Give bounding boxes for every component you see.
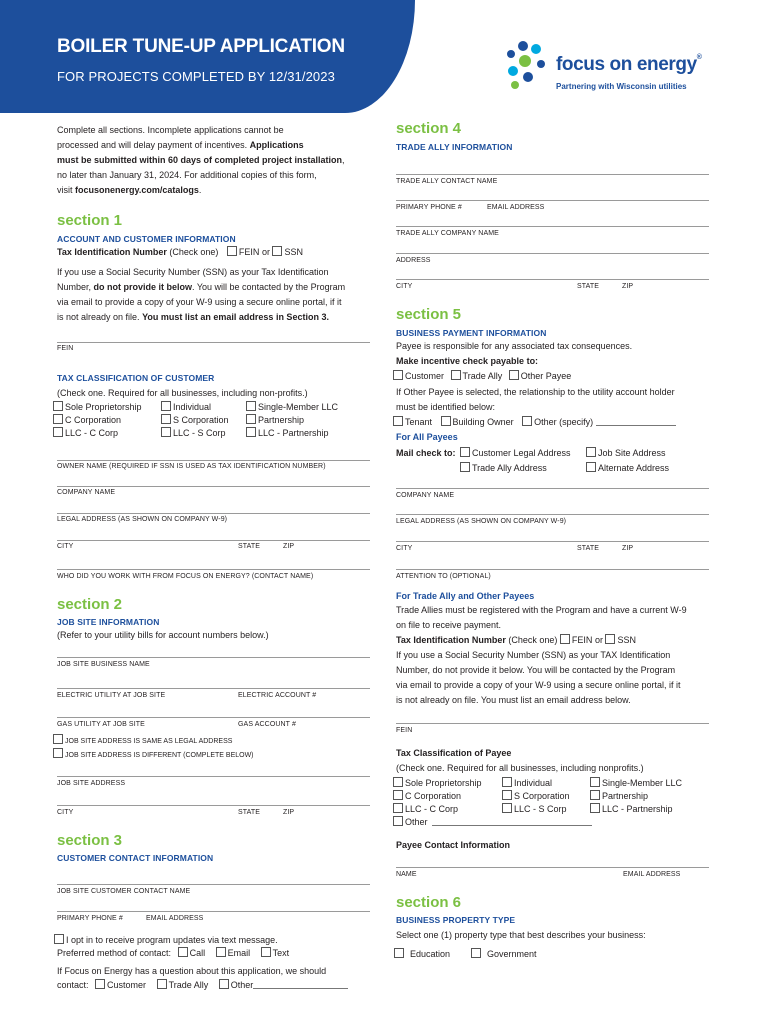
- mail-alternate[interactable]: Alternate Address: [586, 462, 669, 473]
- intro-text: Complete all sections. Incomplete applications cannot be processed and will delay payment of incentives. Applications must be submitted within 60 days of completed project installation, no later than January 31, 2024. For additional copies of this form, visit focusonenergy.com/catalogs.: [57, 125, 345, 195]
- payee-city-label: CITY: [396, 545, 413, 552]
- payee-contact-heading: Payee Contact Information: [396, 840, 511, 850]
- tax-classification-heading: TAX CLASSIFICATION OF CUSTOMER: [57, 373, 215, 383]
- primary-phone-label: PRIMARY PHONE #: [57, 915, 123, 922]
- gas-line[interactable]: [57, 717, 370, 718]
- city-label: CITY: [57, 543, 74, 550]
- payee-name-label: NAME: [396, 871, 417, 878]
- section-6-title: section 6: [396, 894, 462, 911]
- payee-class-partnership[interactable]: Partnership: [590, 790, 648, 801]
- same-address-checkbox[interactable]: JOB SITE ADDRESS IS SAME AS LEGAL ADDRESS: [53, 734, 232, 745]
- payee-email-label: EMAIL ADDRESS: [623, 871, 681, 878]
- payee-customer-checkbox[interactable]: [393, 370, 403, 380]
- payee-other-line[interactable]: [432, 817, 592, 826]
- trade-ally-notice: Trade Allies must be registered with the Program and have a current W-9 on file to receive payment.: [396, 605, 687, 630]
- section-1-title: section 1: [57, 212, 123, 229]
- payee-class-individual[interactable]: Individual: [502, 777, 552, 788]
- company-name-line[interactable]: [57, 486, 370, 487]
- property-education[interactable]: Education: [394, 948, 450, 959]
- page-subtitle: FOR PROJECTS COMPLETED BY 12/31/2023: [57, 69, 335, 84]
- section-3-title: section 3: [57, 832, 123, 849]
- fein-label: FEIN: [57, 345, 74, 352]
- section-4-title: section 4: [396, 120, 462, 137]
- focus-contact-label: WHO DID YOU WORK WITH FROM FOCUS ON ENERGY? (CONTACT NAME): [57, 573, 314, 580]
- email-label: EMAIL ADDRESS: [146, 915, 204, 922]
- payee-city-line[interactable]: [396, 541, 709, 542]
- contact-customer-checkbox[interactable]: [95, 979, 105, 989]
- mail-customer-legal[interactable]: Customer Legal Address: [460, 447, 571, 458]
- payee-ssn-checkbox[interactable]: [605, 634, 615, 644]
- class-c-corporation[interactable]: C Corporation: [53, 414, 121, 425]
- ta-state-label: STATE: [577, 283, 600, 290]
- job-zip-label: ZIP: [283, 809, 295, 816]
- fein-line[interactable]: [57, 342, 370, 343]
- trade-ally-payees-heading: For Trade Ally and Other Payees: [396, 591, 535, 601]
- payee-fein-label: FEIN: [396, 727, 413, 734]
- section-5-heading: BUSINESS PAYMENT INFORMATION: [396, 328, 547, 338]
- attention-line[interactable]: [396, 569, 709, 570]
- payee-tin-row: Tax Identification Number (Check one) FEIN or SSN: [396, 635, 636, 645]
- class-individual[interactable]: Individual: [161, 401, 211, 412]
- class-llc-c-corp[interactable]: LLC - C Corp: [53, 427, 118, 438]
- job-site-name-line[interactable]: [57, 657, 370, 658]
- legal-address-label: LEGAL ADDRESS (AS SHOWN ON COMPANY W-9): [57, 516, 228, 523]
- payee-legal-line[interactable]: [396, 514, 709, 515]
- payee-class-other[interactable]: Other: [393, 816, 592, 827]
- zip-label: ZIP: [283, 543, 295, 550]
- payee-other-checkbox[interactable]: [509, 370, 519, 380]
- payee-company-label: COMPANY NAME: [396, 492, 455, 499]
- customer-contact-line[interactable]: [57, 884, 370, 885]
- payee-responsible: Payee is responsible for any associated tax consequences.: [396, 341, 633, 351]
- job-site-address-label: JOB SITE ADDRESS: [57, 780, 126, 787]
- tenant-checkbox[interactable]: [393, 416, 403, 426]
- mail-job-site[interactable]: Job Site Address: [586, 447, 666, 458]
- mail-trade-ally[interactable]: Trade Ally Address: [460, 462, 547, 473]
- page-title: BOILER TUNE-UP APPLICATION: [57, 36, 345, 57]
- gas-utility-label: GAS UTILITY AT JOB SITE: [57, 721, 145, 728]
- payee-trade-ally-checkbox[interactable]: [451, 370, 461, 380]
- payee-class-s-corp[interactable]: S Corporation: [502, 790, 570, 801]
- call-checkbox[interactable]: [178, 947, 188, 957]
- class-llc-s-corp[interactable]: LLC - S Corp: [161, 427, 226, 438]
- city-state-zip-line[interactable]: [57, 540, 370, 541]
- text-checkbox[interactable]: [261, 947, 271, 957]
- section-2-title: section 2: [57, 596, 123, 613]
- contact-name-line[interactable]: [57, 569, 370, 570]
- payee-class-sole[interactable]: Sole Proprietorship: [393, 777, 482, 788]
- class-single-member-llc[interactable]: Single-Member LLC: [246, 401, 338, 412]
- payee-zip-label: ZIP: [622, 545, 634, 552]
- section-5-title: section 5: [396, 306, 462, 323]
- payee-tax-heading: Tax Classification of Payee: [396, 748, 512, 758]
- section-4-heading: TRADE ALLY INFORMATION: [396, 142, 513, 152]
- class-partnership[interactable]: Partnership: [246, 414, 304, 425]
- owner-name-line[interactable]: [57, 460, 370, 461]
- contact-choice-row: contact: Customer Trade Ally Other: [57, 979, 348, 990]
- owner-name-label: OWNER NAME (REQUIRED IF SSN IS USED AS TAX IDENTIFICATION NUMBER): [57, 463, 326, 470]
- payee-fein-line[interactable]: [396, 723, 709, 724]
- ta-phone-email-line[interactable]: [396, 200, 709, 201]
- other-relation-checkbox[interactable]: [522, 416, 532, 426]
- ta-address-label: ADDRESS: [396, 257, 431, 264]
- job-city-label: CITY: [57, 809, 74, 816]
- company-name-label: COMPANY NAME: [57, 489, 116, 496]
- payable-to: Make incentive check payable to:: [396, 356, 539, 366]
- property-government[interactable]: Government: [471, 948, 537, 959]
- payee-class-c-corp[interactable]: C Corporation: [393, 790, 461, 801]
- tax-classification-note: (Check one. Required for all businesses, including non-profits.): [57, 388, 308, 398]
- ta-phone-label: PRIMARY PHONE #: [396, 204, 462, 211]
- payee-fein-checkbox[interactable]: [560, 634, 570, 644]
- email-checkbox[interactable]: [216, 947, 226, 957]
- payee-options: Customer Trade Ally Other Payee: [393, 370, 571, 381]
- gas-account-label: GAS ACCOUNT #: [238, 721, 296, 728]
- payee-name-line[interactable]: [396, 867, 709, 868]
- job-state-label: STATE: [238, 809, 261, 816]
- preferred-contact-row: Preferred method of contact: Call Email Text: [57, 948, 290, 958]
- attention-label: ATTENTION TO (OPTIONAL): [396, 573, 491, 580]
- payee-class-llc-c[interactable]: LLC - C Corp: [393, 803, 458, 814]
- trade-ally-contact-line[interactable]: [396, 174, 709, 175]
- job-site-address-line[interactable]: [57, 776, 370, 777]
- electric-account-label: ELECTRIC ACCOUNT #: [238, 692, 317, 699]
- relationship-options: Tenant Building Owner Other (specify): [393, 416, 676, 427]
- logo-wordmark: focus on energy®: [556, 54, 702, 75]
- ta-address-line[interactable]: [396, 253, 709, 254]
- payee-class-single-member[interactable]: Single-Member LLC: [590, 777, 682, 788]
- ssn-checkbox[interactable]: [272, 246, 282, 256]
- section-6-heading: BUSINESS PROPERTY TYPE: [396, 915, 516, 925]
- payee-legal-label: LEGAL ADDRESS (AS SHOWN ON COMPANY W-9): [396, 518, 567, 525]
- logo-tagline: Partnering with Wisconsin utilities: [556, 82, 687, 91]
- ta-city-label: CITY: [396, 283, 413, 290]
- ta-company-line[interactable]: [396, 226, 709, 227]
- payee-class-llc-partnership[interactable]: LLC - Partnership: [590, 803, 673, 814]
- property-select-text: Select one (1) property type that best describes your business:: [396, 930, 646, 940]
- state-label: STATE: [238, 543, 261, 550]
- opt-in-checkbox[interactable]: I opt in to receive program updates via text message.: [54, 934, 278, 945]
- other-specify-line[interactable]: [596, 417, 676, 426]
- question-text: If Focus on Energy has a question about this application, we should: [57, 966, 327, 976]
- ta-zip-label: ZIP: [622, 283, 634, 290]
- payee-tax-note: (Check one. Required for all businesses, including nonprofits.): [396, 763, 644, 773]
- ta-city-line[interactable]: [396, 279, 709, 280]
- building-owner-checkbox[interactable]: [441, 416, 451, 426]
- all-payees-heading: For All Payees: [396, 432, 458, 442]
- payee-ssn-notice: If you use a Social Security Number (SSN) as your TAX Identification Number, do not provide it below. You will be contacted by the Program via email to provide a copy of your W-9 using a secure online portal, if it is not already on file. You must list an email address below.: [396, 650, 681, 705]
- different-address-checkbox[interactable]: JOB SITE ADDRESS IS DIFFERENT (COMPLETE BELOW): [53, 748, 254, 759]
- trade-ally-contact-label: TRADE ALLY CONTACT NAME: [396, 178, 498, 185]
- section-1-heading: ACCOUNT AND CUSTOMER INFORMATION: [57, 234, 236, 244]
- header-banner: [0, 0, 415, 113]
- class-sole-proprietorship[interactable]: Sole Proprietorship: [53, 401, 142, 412]
- fein-checkbox[interactable]: [227, 246, 237, 256]
- payee-class-llc-s[interactable]: LLC - S Corp: [502, 803, 567, 814]
- contact-trade-ally-checkbox[interactable]: [157, 979, 167, 989]
- mail-check-label: Mail check to:: [396, 448, 456, 458]
- section-2-heading: JOB SITE INFORMATION: [57, 617, 160, 627]
- contact-other-checkbox[interactable]: [219, 979, 229, 989]
- contact-other-line[interactable]: [253, 980, 348, 989]
- phone-email-line[interactable]: [57, 911, 370, 912]
- logo-dots-icon: [505, 40, 553, 90]
- class-s-corporation[interactable]: S Corporation: [161, 414, 229, 425]
- section-2-note: (Refer to your utility bills for account numbers below.): [57, 630, 269, 640]
- ta-company-label: TRADE ALLY COMPANY NAME: [396, 230, 499, 237]
- customer-contact-label: JOB SITE CUSTOMER CONTACT NAME: [57, 888, 191, 895]
- tin-row: Tax Identification Number (Check one) FEIN or SSN: [57, 247, 303, 257]
- section-3-heading: CUSTOMER CONTACT INFORMATION: [57, 853, 214, 863]
- job-site-name-label: JOB SITE BUSINESS NAME: [57, 661, 150, 668]
- electric-utility-label: ELECTRIC UTILITY AT JOB SITE: [57, 692, 166, 699]
- other-payee-text: If Other Payee is selected, the relationship to the utility account holder must be identified below:: [396, 387, 675, 412]
- class-llc-partnership[interactable]: LLC - Partnership: [246, 427, 329, 438]
- payee-state-label: STATE: [577, 545, 600, 552]
- payee-company-line[interactable]: [396, 488, 709, 489]
- electric-line[interactable]: [57, 688, 370, 689]
- job-city-line[interactable]: [57, 805, 370, 806]
- ta-email-label: EMAIL ADDRESS: [487, 204, 545, 211]
- ssn-notice: If you use a Social Security Number (SSN) as your Tax Identification Number, do not provide it below. You will be contacted by the Program via email to provide a copy of your W-9 using a secure online portal, if it is not already on file. You must list an email address in Section 3.: [57, 267, 346, 322]
- focus-on-energy-logo: [505, 40, 720, 95]
- legal-address-line[interactable]: [57, 513, 370, 514]
